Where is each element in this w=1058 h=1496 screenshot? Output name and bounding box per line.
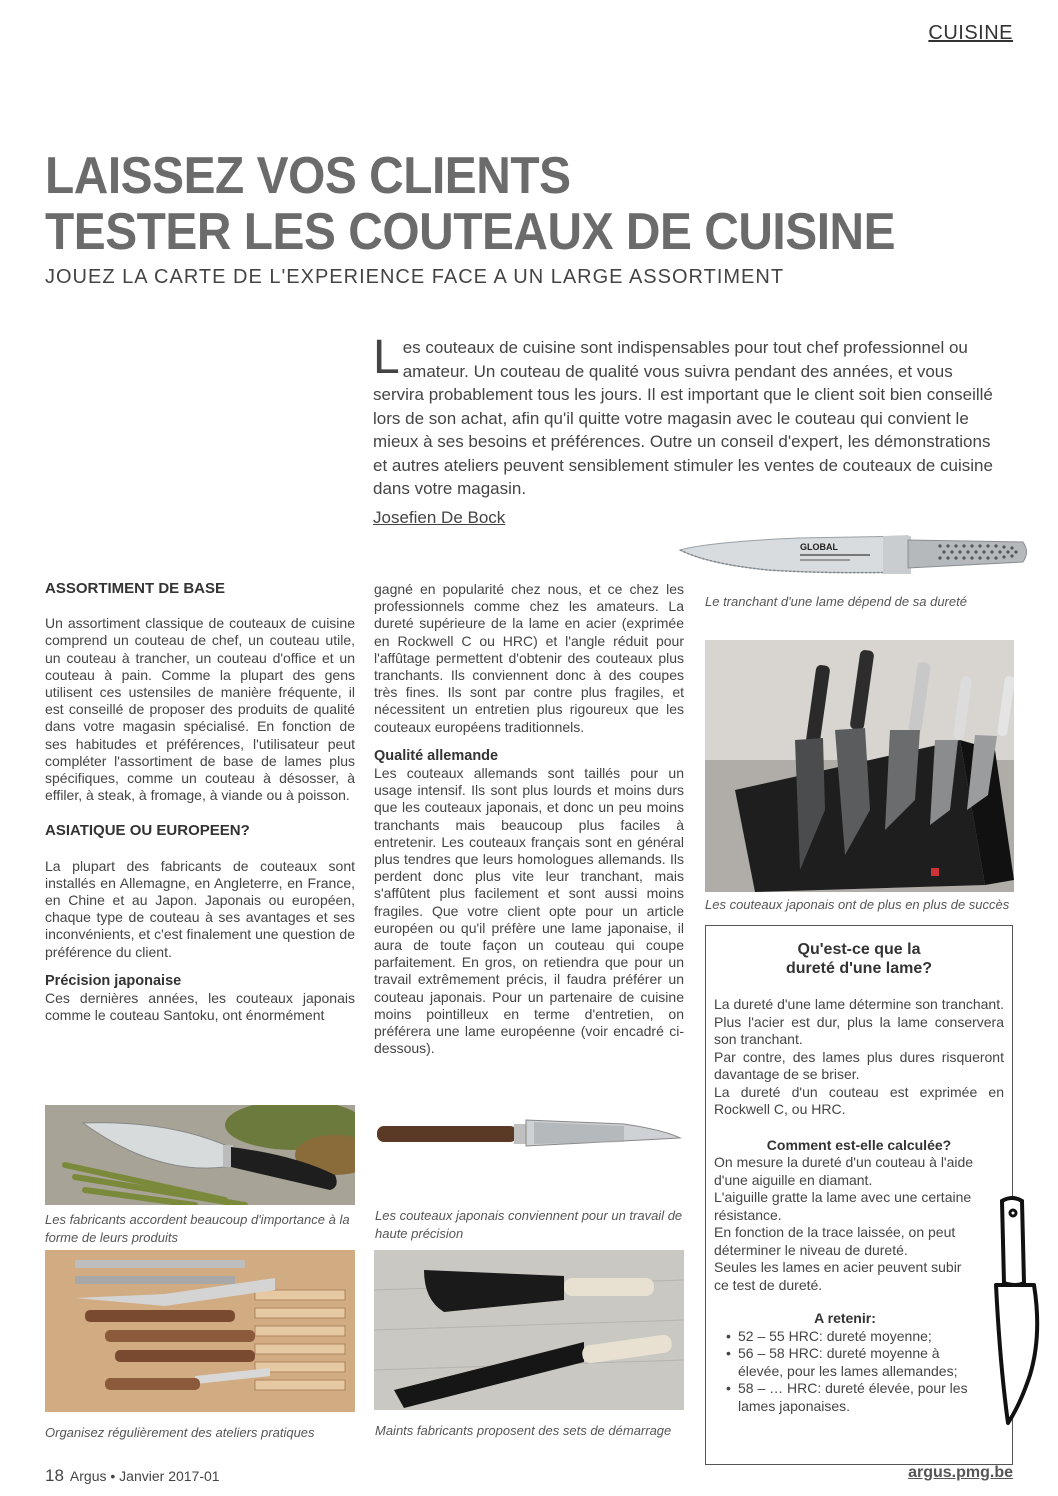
global-knife-photo [678, 528, 1033, 588]
issue-label: Argus • Janvier 2017-01 [69, 1468, 220, 1484]
section-label[interactable]: CUISINE [928, 22, 1013, 44]
hardness-list [726, 1328, 986, 1416]
article-title [45, 148, 928, 260]
heading-precision: Précision japonaise [45, 972, 182, 989]
box-heading-calcul: Comment est-elle calculée? [766, 1136, 952, 1153]
paragraph-allemande: Les couteaux allemands sont taillés pour un usage intensif. Ils sont plus lourds et moins durs que les couteaux japonais, et donc un peu moins tranchants mais beaucoup plus faciles à entretenir. Les couteaux français sont en général plus tendres que leurs homologues allemands. Ils perdent donc plus vite leur tranchant, mais s'affûtent plus facilement et sont aussi moins fragiles. Que votre client opte pour un article européen ou qu'il préfère une lame japonaise, il aura de toute façon un couteau qui coupe parfaitement. En gros, on retiendra que pour un travail extrêmement précis, il faudra préférer un couteau japonais. Pour un partenaire de cuisine moins pointilleux en terme d'entretien, on préférera une lame européenne (voir encadré ci-dessous). [374, 765, 684, 1057]
caption-global-knife: Le tranchant d'une lame dépend de sa dureté [705, 594, 967, 609]
paragraph-popularite: gagné en popularité chez nous, et ce chez les professionnels comme chez les amateurs. La dureté supérieure de la lame en acier (exprimée en Rockwell C ou HRC) et l'angle réduit pour l'affûtage permettent d'obtenir des couteaux plus tranchants. Ils conviennent donc à des coupes très fines. Ils sont par contre plus fragiles, et nécessitent un entretien plus rigoureux que les couteaux européens traditionnels. [374, 581, 684, 735]
caption-knife-block: Les couteaux japonais ont de plus en plus de succès [705, 897, 1010, 912]
intro-paragraph [373, 331, 1005, 501]
column-1 [45, 580, 355, 1024]
title-line-1: LAISSEZ VOS CLIENTS [45, 147, 571, 205]
caption-precision: Les couteaux japonais conviennent pour un travail de haute précision [375, 1208, 683, 1241]
drop-cap: L [373, 331, 400, 384]
box-paragraph-3: La dureté d'un couteau est exprimée en Rockwell C, ou HRC. [714, 1083, 1004, 1117]
global-logo-text: GLOBAL [800, 542, 838, 552]
paragraph-asiatique: La plupart des fabricants de couteaux sont installés en Allemagne, en Angleterre, en France, en Chine et au Japon. Japonais ou européen, chaque type de couteau à ses avantages et ses inconvénients, et c'est finalement une question de préférence du client. [45, 857, 355, 960]
paragraph-precision: Ces dernières années, les couteaux japonais comme le couteau Santoku, ont énormément [45, 990, 355, 1024]
box-paragraph-5: L'aiguille gratte la lame avec une certaine résistance. [714, 1189, 972, 1223]
column-2 [374, 581, 684, 1057]
paragraph-assortiment: Un assortiment classique de couteaux de cuisine comprend un couteau de chef, un couteau utile, un couteau à trancher, un couteau d'office et un couteau à pain. Comme la plupart des gens utilisent ces ustensiles de manière fréquente, il est conseillé de proposer des produits de qualité dans votre magasin spécialisé. En fonction de ses habitudes et préférences, l'utilisateur peut compléter l'assortiment de base de lames plus spécifiques, comme un couteau à désosser, à effiler, à steak, à fromage, à viande ou à poisson. [45, 615, 355, 804]
knife-outline-icon [990, 1195, 1046, 1427]
box-paragraph-2: Par contre, des lames plus dures risqueront davantage de se briser. [714, 1048, 1004, 1082]
knife-block-photo [705, 640, 1014, 892]
author-link[interactable]: Josefien De Bock [373, 508, 506, 527]
footer-info [45, 1466, 220, 1486]
hardness-info-box [705, 925, 1013, 1465]
website-link[interactable]: argus.pmg.be [908, 1464, 1013, 1481]
title-line-2: TESTER LES COUTEAUX DE CUISINE [45, 203, 896, 261]
list-item: • 56 – 58 HRC: dureté moyenne à élevée, pour les lames allemandes; [726, 1345, 986, 1380]
box-heading-retenir: A retenir: [814, 1310, 876, 1326]
heading-allemande: Qualité allemande [374, 747, 499, 764]
precision-knife-photo [374, 1112, 684, 1158]
caption-starter-sets: Maints fabricants proposent des sets de démarrage [375, 1423, 672, 1438]
intro-text: es couteaux de cuisine sont indispensables pour tout chef professionnel ou amateur. Un couteau de qualité vous suivra pendant des années, et vous servira probablement tous les jours. Il est important que le client soit bien conseillé lors de son achat, afin qu'il quitte votre magasin avec le couteau qui convient le mieux à ses besoins et préférences. Outre un conseil d'expert, les démonstrations et autres ateliers peuvent sensiblement stimuler les ventes de couteaux de cuisine dans votre magasin. [373, 338, 993, 498]
starter-sets-photo [374, 1250, 684, 1410]
drawer-photo [45, 1250, 355, 1412]
heading-assortiment: ASSORTIMENT DE BASE [45, 580, 226, 597]
list-item: • 58 – … HRC: dureté élevée, pour les lames japonaises. [726, 1380, 986, 1415]
heading-asiatique: ASIATIQUE OU EUROPEEN? [45, 822, 250, 840]
box-paragraph-6: En fonction de la trace laissée, on peut déterminer le niveau de dureté. [714, 1224, 956, 1258]
caption-santoku: Les fabricants accordent beaucoup d'importance à la forme de leurs produits [45, 1212, 350, 1245]
box-title: Qu'est-ce que la dureté d'une lame? [785, 941, 933, 977]
box-paragraph-4: On mesure la dureté d'un couteau à l'aide d'une aiguille en diamant. [714, 1154, 974, 1188]
box-paragraph-1: La dureté d'une lame détermine son tranchant. Plus l'acier est dur, plus la lame conservera son tranchant. [714, 996, 1004, 1047]
santoku-photo [45, 1105, 355, 1205]
list-item: • 52 – 55 HRC: dureté moyenne; [726, 1328, 986, 1346]
box-paragraph-7: Seules les lames en acier peuvent subir ce test de dureté. [714, 1259, 962, 1293]
page-number: 18 [45, 1466, 64, 1485]
caption-drawer: Organisez régulièrement des ateliers pratiques [45, 1425, 315, 1440]
article-subtitle: JOUEZ LA CARTE DE L'EXPERIENCE FACE A UN LARGE ASSORTIMENT [45, 266, 785, 288]
